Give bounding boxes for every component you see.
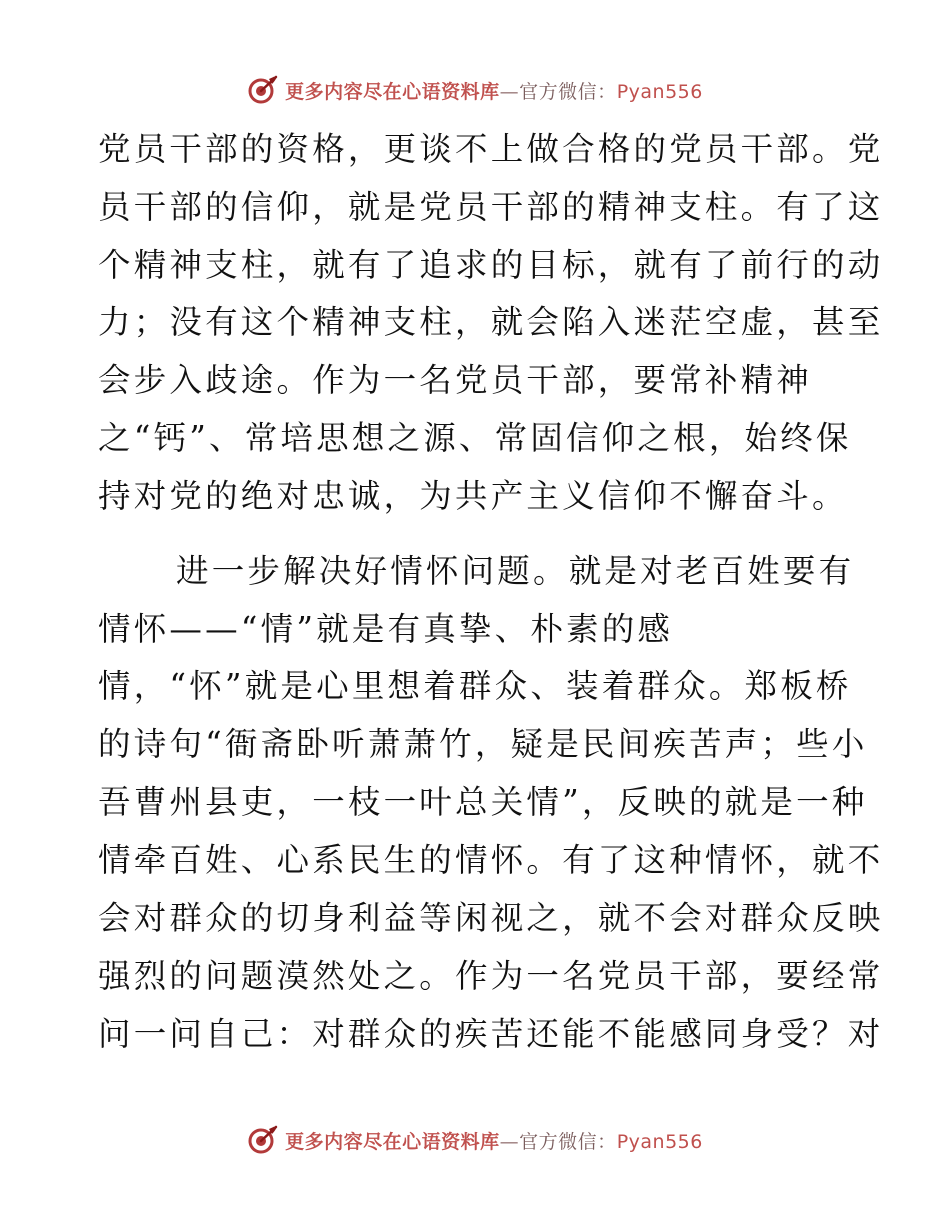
- text-line: 会步入歧途。作为一名党员干部，要常补精神: [98, 361, 813, 399]
- quill-logo-icon: [247, 1124, 279, 1156]
- watermark-label: 官方微信：: [519, 1130, 617, 1153]
- text-line: 进一步解决好情怀问题。就是对老百姓要有: [176, 552, 855, 590]
- text-line: 党员干部的资格，更谈不上做合格的党员干部。党: [98, 130, 884, 168]
- watermark-separator: —: [499, 80, 520, 103]
- text-line: 情，“怀”就是心里想着群众、装着群众。郑板桥: [98, 667, 852, 705]
- text-line: 吾曹州县吏，一枝一叶总关情”，反映的就是一种: [98, 783, 868, 821]
- text-line: 员干部的信仰，就是党员干部的精神支柱。有了这: [98, 188, 884, 226]
- watermark-text: [285, 77, 703, 104]
- text-line: 情牵百姓、心系民生的情怀。有了这种情怀，就不: [98, 841, 884, 879]
- watermark-text: [285, 1127, 703, 1154]
- text-line: 力；没有这个精神支柱，就会陷入迷茫空虚，甚至: [98, 303, 884, 341]
- text-line: 会对群众的切身利益等闲视之，就不会对群众反映: [98, 899, 884, 937]
- text-line: 情怀——“情”就是有真挚、朴素的感: [98, 610, 674, 648]
- text-line: 的诗句“衙斋卧听萧萧竹，疑是民间疾苦声；些小: [98, 725, 868, 763]
- watermark-brand: 更多内容尽在心语资料库: [285, 1130, 500, 1153]
- text-line: 之“钙”、常培思想之源、常固信仰之根，始终保: [98, 419, 852, 457]
- text-line: 强烈的问题漠然处之。作为一名党员干部，要经常: [98, 957, 884, 995]
- watermark-brand: 更多内容尽在心语资料库: [285, 80, 500, 103]
- header-watermark: [0, 70, 950, 110]
- watermark-label: 官方微信：: [519, 80, 617, 103]
- text-line: 个精神支柱，就有了追求的目标，就有了前行的动: [98, 246, 884, 284]
- quill-logo-icon: [247, 74, 279, 106]
- text-line: 持对党的绝对忠诚，为共产主义信仰不懈奋斗。: [98, 477, 848, 515]
- watermark-account: Pyan556: [616, 80, 703, 103]
- footer-watermark: [0, 1120, 950, 1160]
- watermark-account: Pyan556: [616, 1130, 703, 1153]
- text-line: 问一问自己：对群众的疾苦还能不能感同身受？对: [98, 1015, 884, 1053]
- watermark-separator: —: [499, 1130, 520, 1153]
